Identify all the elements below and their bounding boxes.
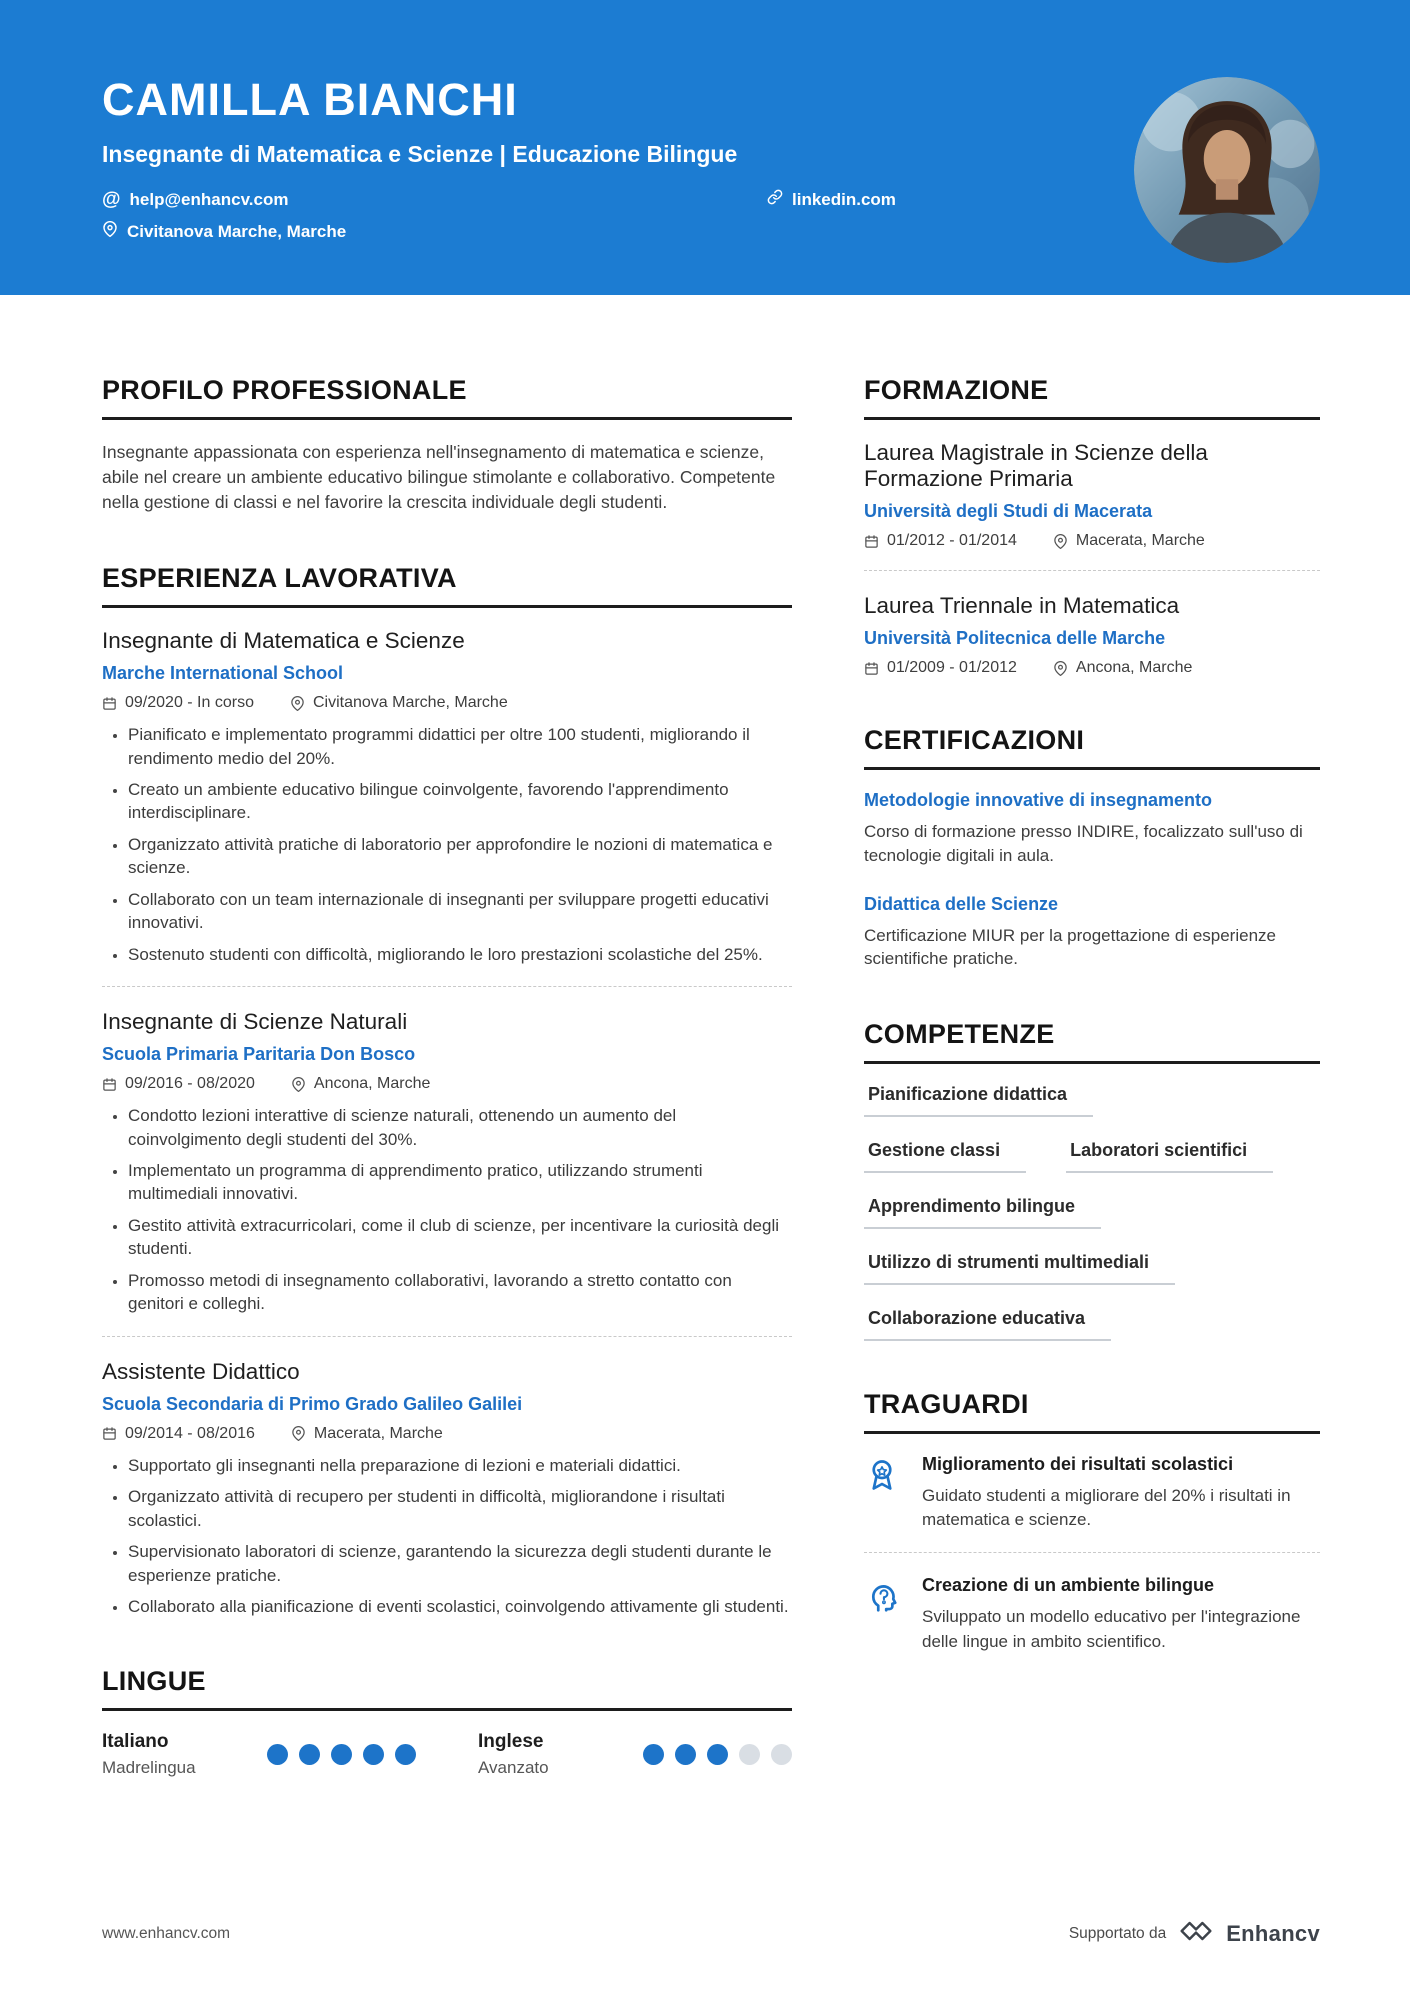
website-contact[interactable] [767, 189, 896, 210]
education-entry [864, 440, 1320, 550]
location-contact [102, 221, 346, 242]
skill-row [864, 1084, 1320, 1117]
section-certifications [864, 725, 1320, 971]
job-bullet: • Sostenuto studenti con difficoltà, migliorando le loro prestazioni scolastiche del 25%. [128, 943, 792, 966]
school-name: Università degli Studi di Macerata [864, 501, 1153, 521]
skill-tag: Laboratori scientifici [1066, 1140, 1273, 1173]
skill-row [864, 1252, 1320, 1285]
skill-tag: Utilizzo di strumenti multimediali [864, 1252, 1175, 1285]
job-bullet: • Gestito attività extracurricolari, come il club di scienze, per incentivare la curiosità degli studenti. [128, 1214, 792, 1261]
job-bullet: • Supervisionato laboratori di scienze, garantendo la sicurezza degli studenti durante le esperienze pratiche. [128, 1540, 792, 1587]
job-bullets [102, 1454, 792, 1619]
job-bullets [102, 723, 792, 966]
achievement-description: Guidato studenti a migliorare del 20% i risultati in matematica e scienze. [922, 1486, 1291, 1530]
language-level-label: Avanzato [478, 1758, 549, 1778]
job-location: Macerata, Marche [291, 1425, 443, 1443]
job-company: Scuola Secondaria di Primo Grado Galileo Galilei [102, 1393, 523, 1414]
language-level-dot [739, 1744, 760, 1765]
pin-icon [1053, 661, 1068, 676]
email-contact[interactable] [102, 190, 767, 210]
job-meta [102, 1075, 792, 1093]
section-heading-experience: ESPERIENZA LAVORATIVA [102, 563, 792, 608]
language-text [478, 1731, 549, 1778]
section-heading-education: FORMAZIONE [864, 375, 1320, 420]
entry-separator [864, 1552, 1320, 1553]
enhancv-wordmark: Enhancv [1226, 1920, 1320, 1946]
footer [102, 1918, 1320, 1949]
profile-summary: Insegnante appassionata con esperienza nell'insegnamento di matematica e scienze, abile nel creare un ambiente educativo bilingue stimolante e collaborativo. Competente nella gestione di classi e nel favorire la crescita individuale degli studenti. [102, 442, 776, 513]
languages-row [102, 1731, 792, 1778]
job-bullets [102, 1104, 792, 1316]
footer-brand[interactable] [1069, 1918, 1320, 1949]
job-bullet: • Organizzato attività di recupero per studenti in difficoltà, migliorandone i risultati scolastici. [128, 1485, 792, 1532]
section-experience [102, 563, 792, 1618]
job-dates: 09/2016 - 08/2020 [102, 1075, 255, 1093]
pin-icon [290, 696, 305, 711]
pin-icon [1053, 534, 1068, 549]
pin-icon [291, 1426, 306, 1441]
achievement-description: Sviluppato un modello educativo per l'integrazione delle lingue in ambito scientifico. [922, 1607, 1301, 1651]
language-level-dot [643, 1744, 664, 1765]
job-bullet: • Pianificato e implementato programmi didattici per oltre 100 studenti, migliorando il rendimento medio del 20%. [128, 723, 792, 770]
language-level-dot [707, 1744, 728, 1765]
at-icon: @ [102, 189, 121, 210]
achievement-item [864, 1575, 1320, 1653]
footer-site-link[interactable]: www.enhancv.com [102, 1924, 231, 1942]
skill-tag: Collaborazione educativa [864, 1308, 1111, 1341]
head-idea-icon [864, 1575, 902, 1653]
calendar-icon [102, 1077, 117, 1092]
location-pin-icon [102, 221, 118, 242]
education-dates: 01/2012 - 01/2014 [864, 532, 1017, 550]
job-meta [102, 1425, 792, 1443]
section-languages [102, 1666, 792, 1778]
job-bullet: • Organizzato attività pratiche di laboratorio per approfondire le nozioni di matematica e scienze. [128, 833, 792, 880]
experience-entry [102, 628, 792, 966]
language-level-dot [331, 1744, 352, 1765]
section-profile [102, 375, 792, 515]
language-name: Italiano [102, 1731, 169, 1753]
website-text: linkedin.com [792, 189, 896, 209]
job-bullet: • Promosso metodi di insegnamento collaborativi, lavorando a stretto contatto con genitori e colleghi. [128, 1269, 792, 1316]
certification-title: Metodologie innovative di insegnamento [864, 790, 1213, 810]
certification-description: Corso di formazione presso INDIRE, focalizzato sull'uso di tecnologie digitali in aula. [864, 822, 1303, 865]
skill-tag: Pianificazione didattica [864, 1084, 1093, 1117]
language-rating [267, 1744, 416, 1765]
achievement-title: Miglioramento dei risultati scolastici [922, 1454, 1234, 1475]
job-bullet: • Supportato gli insegnanti nella preparazione di lezioni e materiali didattici. [128, 1454, 792, 1477]
section-heading-skills: COMPETENZE [864, 1019, 1320, 1064]
section-education [864, 375, 1320, 677]
certification-item [864, 790, 1320, 868]
left-column [102, 375, 792, 1826]
language-rating [643, 1744, 792, 1765]
medal-icon [864, 1454, 902, 1532]
skill-tag: Gestione classi [864, 1140, 1026, 1173]
pin-icon [291, 1077, 306, 1092]
skill-row [864, 1140, 1320, 1173]
job-title: Insegnante di Matematica e Scienze [102, 628, 465, 654]
language-text [102, 1731, 196, 1778]
education-meta [864, 659, 1320, 677]
language-level-dot [771, 1744, 792, 1765]
job-title: Insegnante di Scienze Naturali [102, 1009, 408, 1035]
powered-by-label: Supportato da [1068, 1924, 1167, 1942]
education-dates: 01/2009 - 01/2012 [864, 659, 1017, 677]
certification-title: Didattica delle Scienze [864, 893, 1059, 914]
language-item [478, 1731, 792, 1778]
job-bullet: • Collaborato alla pianificazione di eventi scolastici, coinvolgendo attivamente gli studenti. [128, 1595, 792, 1618]
language-level-dot [395, 1744, 416, 1765]
right-column [864, 375, 1320, 1826]
job-bullet: • Creato un ambiente educativo bilingue coinvolgente, favorendo l'apprendimento interdisciplinare. [128, 778, 792, 825]
degree-title: Laurea Magistrale in Scienze della Formazione Primaria [864, 440, 1208, 491]
job-dates: 09/2020 - In corso [102, 694, 254, 712]
job-company: Marche International School [102, 663, 344, 684]
email-text: help@enhancv.com [129, 189, 289, 209]
person-headline: Insegnante di Matematica e Scienze | Educazione Bilingue [102, 141, 738, 167]
section-skills [864, 1019, 1320, 1341]
header-band [0, 0, 1410, 295]
job-company: Scuola Primaria Paritaria Don Bosco [102, 1044, 416, 1065]
calendar-icon [102, 696, 117, 711]
entry-separator [864, 570, 1320, 571]
achievement-body [922, 1575, 1320, 1653]
education-location: Ancona, Marche [1053, 659, 1193, 677]
section-achievements [864, 1389, 1320, 1654]
skill-row [864, 1308, 1320, 1341]
degree-title: Laurea Triennale in Matematica [864, 593, 1180, 618]
education-entry [864, 593, 1320, 677]
job-location: Civitanova Marche, Marche [290, 694, 508, 712]
language-item [102, 1731, 416, 1778]
link-icon [767, 189, 783, 210]
language-level-dot [675, 1744, 696, 1765]
entry-separator [102, 986, 792, 987]
school-name: Università Politecnica delle Marche [864, 628, 1166, 648]
language-level-label: Madrelingua [102, 1758, 196, 1778]
achievement-item [864, 1454, 1320, 1532]
education-meta [864, 532, 1320, 550]
experience-entry [102, 1009, 792, 1316]
section-heading-profile: PROFILO PROFESSIONALE [102, 375, 792, 420]
language-name: Inglese [478, 1731, 544, 1753]
education-location: Macerata, Marche [1053, 532, 1205, 550]
job-bullet: • Collaborato con un team internazionale di insegnanti per sviluppare progetti educativi innovativi. [128, 888, 792, 935]
calendar-icon [102, 1426, 117, 1441]
certification-item [864, 894, 1320, 972]
section-heading-achievements: TRAGUARDI [864, 1389, 1320, 1434]
calendar-icon [864, 661, 879, 676]
job-dates: 09/2014 - 08/2016 [102, 1425, 255, 1443]
contact-row-2 [102, 221, 1320, 242]
calendar-icon [864, 534, 879, 549]
body-columns [0, 295, 1410, 1826]
section-heading-certifications: CERTIFICAZIONI [864, 725, 1320, 770]
enhancv-logo-icon [1179, 1918, 1213, 1949]
person-name: CAMILLA BIANCHI [102, 74, 518, 125]
language-level-dot [267, 1744, 288, 1765]
job-title: Assistente Didattico [102, 1358, 300, 1384]
section-heading-languages: LINGUE [102, 1666, 792, 1711]
entry-separator [102, 1336, 792, 1337]
skill-row [864, 1196, 1320, 1229]
language-level-dot [299, 1744, 320, 1765]
certification-description: Certificazione MIUR per la progettazione di esperienze scientifiche pratiche. [864, 925, 1276, 969]
profile-photo [1134, 77, 1320, 263]
achievement-title: Creazione di un ambiente bilingue [922, 1575, 1215, 1596]
job-location: Ancona, Marche [291, 1075, 431, 1093]
skill-tag: Apprendimento bilingue [864, 1196, 1101, 1229]
achievement-body [922, 1454, 1320, 1532]
language-level-dot [363, 1744, 384, 1765]
job-bullet: • Condotto lezioni interattive di scienze naturali, ottenendo un aumento del coinvolgimento degli studenti del 30%. [128, 1104, 792, 1151]
experience-entry [102, 1359, 792, 1619]
job-bullet: • Implementato un programma di apprendimento pratico, utilizzando strumenti multimediali innovativi. [128, 1159, 792, 1206]
job-meta [102, 694, 792, 712]
profile-photo-illustration [1134, 77, 1320, 263]
location-text: Civitanova Marche, Marche [127, 221, 347, 241]
